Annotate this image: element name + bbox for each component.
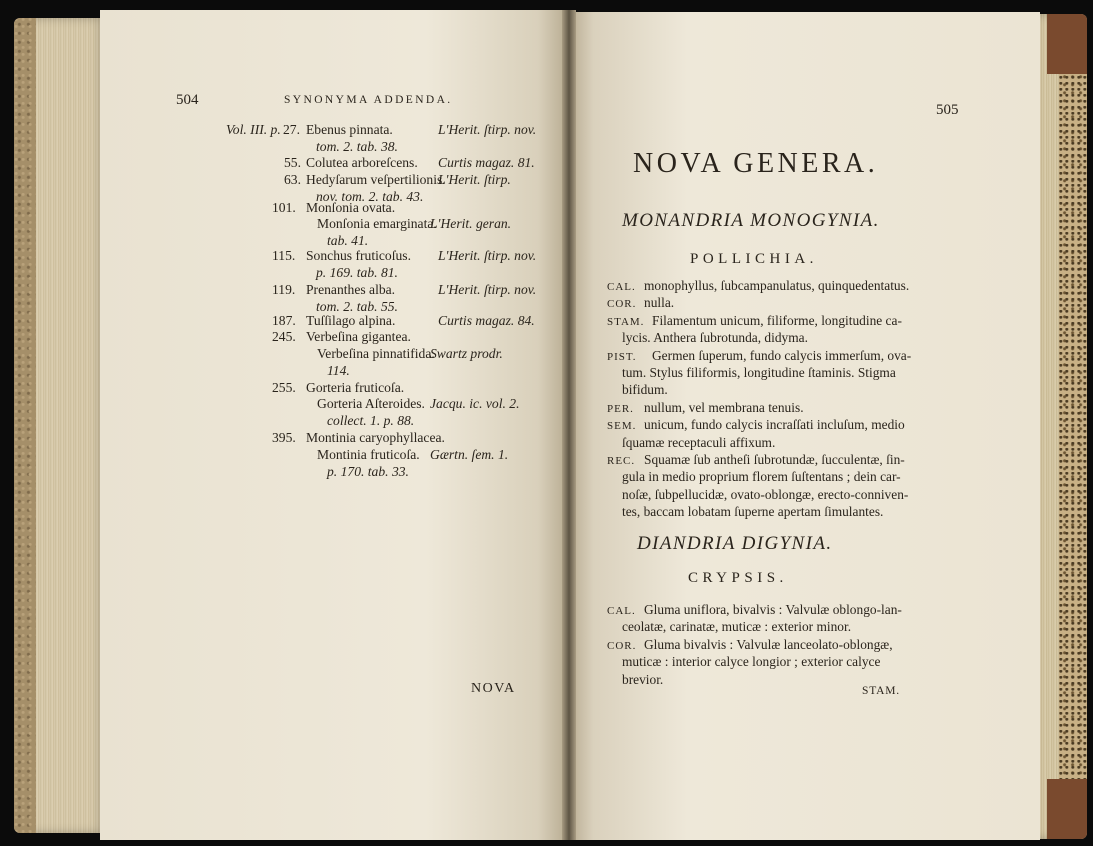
synonym-citation: L'Herit. ſtirp. nov. — [438, 248, 537, 263]
genus-heading-pollichia: POLLICHIA. — [690, 251, 818, 267]
descriptor-label: PER. — [607, 402, 634, 415]
synonym-citation-cont: tom. 2. tab. 38. — [316, 139, 398, 154]
synonym-citation: L'Herit. ſtirp. nov. — [438, 122, 537, 137]
synonym-citation-cont: p. 170. tab. 33. — [327, 464, 409, 479]
descriptor-label: COR. — [607, 639, 637, 652]
descriptor-text: Gluma bivalvis : Valvulæ lanceolato-oblongæ, — [644, 636, 893, 652]
synonym-page-number: 187. — [272, 313, 296, 328]
synonym-name: Hedyſarum veſpertilionis. — [306, 172, 446, 187]
synonym-citation-cont: nov. tom. 2. tab. 43. — [316, 189, 424, 204]
descriptor-text: unicum, fundo calycis incraſſati incluſum, medio — [644, 417, 905, 433]
synonym-name: Verbeſina gigantea. — [306, 329, 411, 344]
synonym-page-number: 101. — [272, 200, 296, 215]
synonym-page-number: 55. — [284, 155, 301, 170]
descriptor-label: COR. — [607, 298, 637, 311]
descriptor-text: Gluma uniflora, bivalvis : Valvulæ oblongo-lan- — [644, 602, 902, 617]
synonym-name: Monſonia emarginata. — [317, 216, 437, 231]
running-head: SYNONYMA ADDENDA. — [284, 94, 453, 106]
descriptor-text: nulla. — [644, 295, 675, 311]
synonym-name: Sonchus fruticoſus. — [306, 248, 411, 263]
binding-corner-bottom — [1047, 779, 1087, 839]
synonym-name: Gorteria Aſteroides. — [317, 396, 425, 411]
synonym-name: Tuſſilago alpina. — [306, 313, 396, 328]
descriptor-text: lycis. Anthera ſubrotunda, didyma. — [622, 330, 808, 346]
synonym-name: Verbeſina pinnatifida. — [317, 346, 435, 361]
synonym-citation: Curtis magaz. 84. — [438, 313, 535, 328]
descriptor-text: brevior. — [622, 671, 664, 687]
left-catchword: NOVA — [471, 681, 516, 696]
right-board — [1059, 64, 1087, 794]
synonym-name: Montinia fruticoſa. — [317, 447, 420, 462]
volume-reference: Vol. III. p. — [226, 122, 281, 137]
synonym-name: Colutea arboreſcens. — [306, 155, 418, 170]
descriptor-label: CAL. — [607, 281, 636, 293]
synonym-citation: Gærtn. ſem. 1. — [430, 447, 509, 462]
descriptor-label: PIST. — [607, 350, 637, 363]
page-title: NOVA GENERA. — [633, 148, 879, 179]
synonym-citation: L'Herit. ſtirp. nov. — [438, 282, 537, 297]
descriptor-text: Germen ſuperum, fundo calycis immerſum, ova- — [652, 347, 912, 363]
gutter — [562, 10, 576, 840]
synonym-citation: Swartz prodr. — [430, 346, 503, 361]
synonym-page-number: 115. — [272, 248, 296, 263]
descriptor-text: muticæ : interior calyce longior ; exterior calyce — [622, 654, 881, 670]
descriptor-label: STAM. — [607, 315, 645, 328]
left-page-edges — [14, 18, 106, 833]
synonym-page-number: 255. — [272, 380, 296, 395]
descriptor-text: nullum, vel membrana tenuis. — [644, 399, 804, 415]
class-heading-monandria: MONANDRIA MONOGYNIA. — [622, 210, 880, 231]
synonym-page-number: 119. — [272, 282, 296, 297]
descriptor-text: gula in medio proprium florem ſuſtentans ; dein car- — [622, 469, 901, 485]
descriptor-text: tes, baccam lobatam ſuperne apertam ſimulantes. — [622, 504, 884, 520]
binding-corner-top — [1047, 14, 1087, 74]
left-board — [14, 18, 36, 833]
right-catchword: STAM. — [862, 685, 900, 697]
left-page-number: 504 — [176, 92, 199, 108]
genus-heading-crypsis: CRYPSIS. — [688, 570, 788, 586]
synonym-name: Ebenus pinnata. — [306, 122, 393, 137]
synonym-page-number: 245. — [272, 329, 296, 344]
synonym-name: Montinia caryophyllacea. — [306, 430, 445, 445]
synonym-citation: L'Herit. geran. — [430, 216, 512, 231]
descriptor-text: tum. Stylus filiformis, longitudine ſtaminis. Stigma — [622, 365, 896, 380]
synonym-page-number: 27. — [283, 122, 300, 137]
synonym-page-number: 395. — [272, 430, 296, 445]
synonym-page-number: 63. — [284, 172, 301, 187]
synonym-citation-cont: tab. 41. — [327, 233, 369, 248]
synonym-citation: L'Herit. ſtirp. — [438, 172, 511, 187]
synonym-citation-cont: p. 169. tab. 81. — [316, 265, 398, 280]
descriptor-text: bifidum. — [622, 382, 668, 398]
descriptor-text: Squamæ ſub antheſi ſubrotundæ, ſucculentæ, ſin- — [644, 452, 905, 467]
synonym-citation-cont: collect. 1. p. 88. — [327, 413, 415, 428]
descriptor-label: SEM. — [607, 420, 637, 433]
synonym-citation-cont: tom. 2. tab. 55. — [316, 299, 398, 314]
descriptor-label: REC. — [607, 455, 636, 467]
right-page-number: 505 — [936, 102, 959, 118]
synonym-citation-cont: 114. — [327, 363, 350, 378]
descriptor-text: noſæ, ſubpellucidæ, ovato-oblongæ, erecto-conniven- — [622, 486, 909, 502]
class-heading-diandria: DIANDRIA DIGYNIA. — [637, 533, 833, 554]
descriptor-text: Filamentum unicum, filiforme, longitudine ca- — [652, 312, 902, 328]
descriptor-text: monophyllus, ſubcampanulatus, quinquedentatus. — [644, 278, 910, 293]
descriptor-text: ſquamæ receptaculi affixum. — [622, 434, 776, 450]
synonym-name: Gorteria fruticoſa. — [306, 380, 405, 395]
synonym-name: Prenanthes alba. — [306, 282, 396, 297]
descriptor-text: ceolatæ, carinatæ, muticæ : exterior minor. — [622, 619, 852, 635]
synonym-citation: Jacqu. ic. vol. 2. — [430, 396, 520, 411]
synonym-citation: Curtis magaz. 81. — [438, 155, 535, 170]
synonym-name: Monſonia ovata. — [306, 200, 396, 215]
descriptor-label: CAL. — [607, 605, 636, 617]
